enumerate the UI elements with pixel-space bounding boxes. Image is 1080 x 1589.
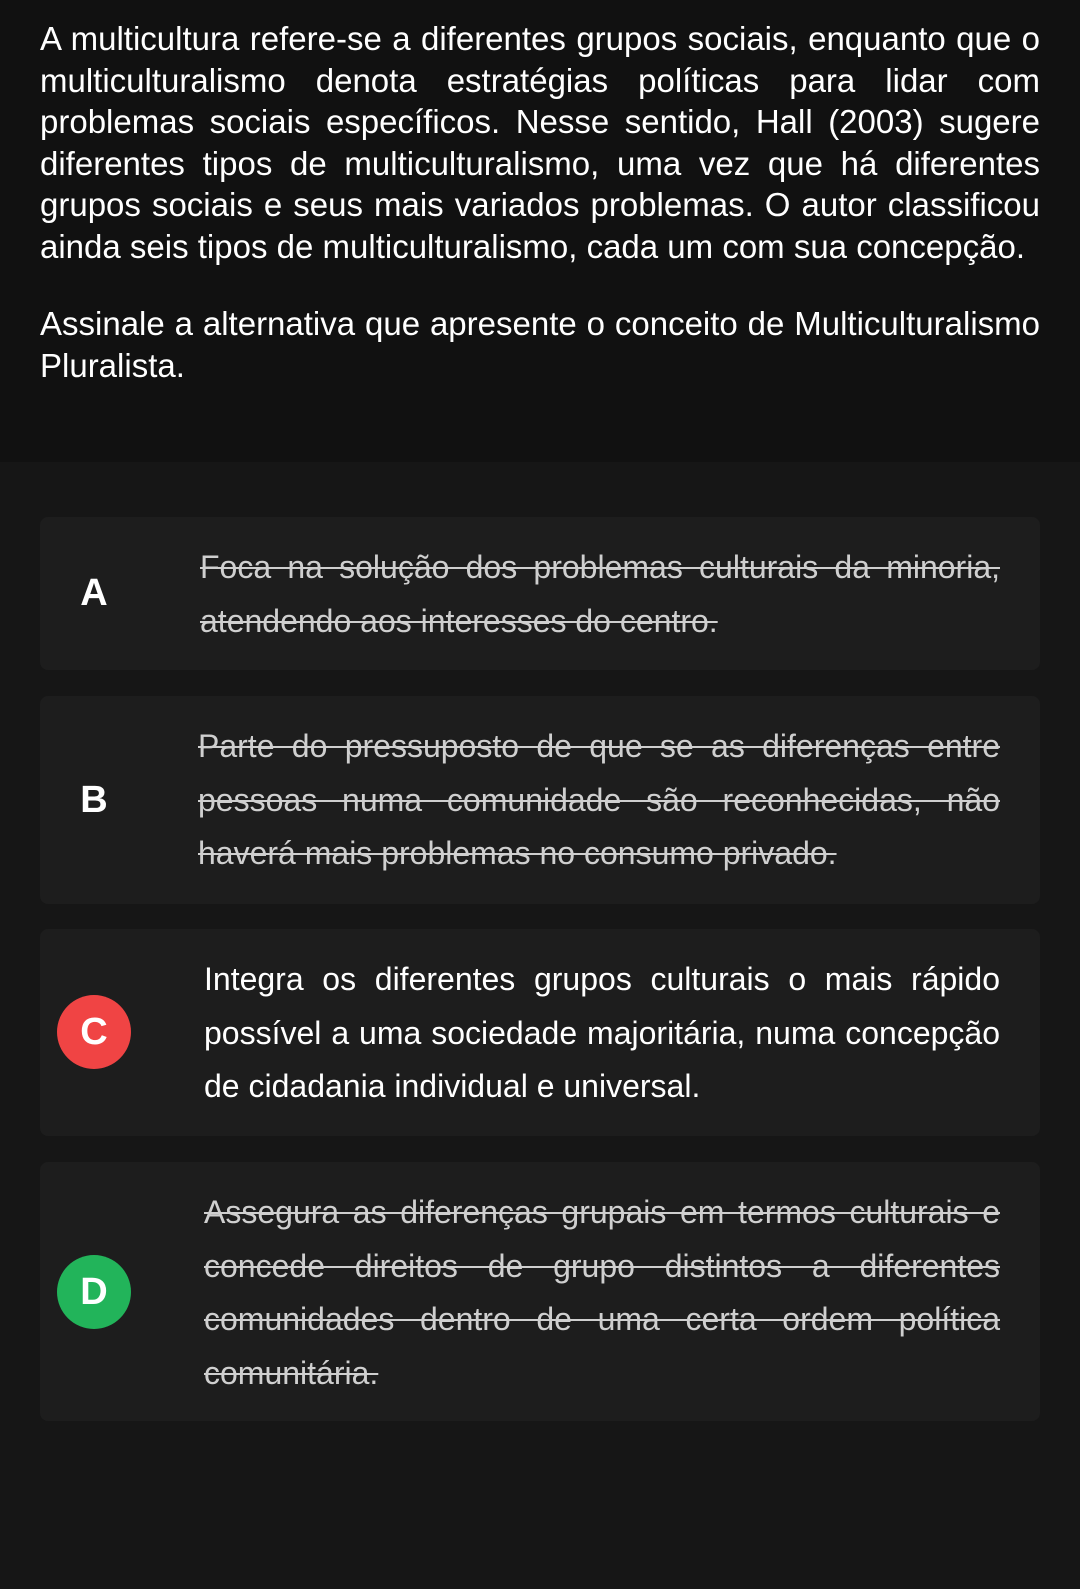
option-c-text: Integra os diferentes grupos culturais o mais rápido possível a uma sociedade majoritária, numa concepção de cidadania individual e universal.: [204, 961, 1000, 1104]
answers-panel: [0, 462, 1080, 1589]
option-d-letter: D: [57, 1255, 131, 1329]
question-text: A multicultura refere-se a diferentes grupos sociais, enquanto que o multiculturalismo denota estratégias políticas para lidar com problemas sociais específicos. Nesse sentido, Hall (2003) sugere diferentes tipos de multiculturalismo, uma vez que há diferentes grupos sociais e seus mais variados problemas. O autor classificou ainda seis tipos de multiculturalismo, cada um com sua concepção.: [40, 20, 1040, 265]
option-c-letter: C: [57, 995, 131, 1069]
option-d-text: Assegura as diferenças grupais em termos culturais e concede direitos de grupo distintos a diferentes comunidades dentro de uma certa ordem política comunitária.: [204, 1194, 1000, 1391]
option-d[interactable]: [40, 1162, 1040, 1421]
option-a[interactable]: [40, 517, 1040, 670]
option-a-letter: A: [80, 571, 108, 614]
question-prompt: Assinale a alternativa que apresente o conceito de Multiculturalismo Pluralista.: [40, 305, 1040, 384]
option-b-letter: B: [80, 778, 108, 821]
option-b[interactable]: [40, 696, 1040, 904]
question-panel: [0, 0, 1080, 462]
option-a-text: Foca na solução dos problemas culturais da minoria, atendendo aos interesses do centro.: [200, 549, 1000, 639]
option-c[interactable]: [40, 929, 1040, 1136]
option-b-text: Parte do pressuposto de que se as diferenças entre pessoas numa comunidade são reconhecidas, não haverá mais problemas no consumo privado.: [198, 728, 1000, 871]
